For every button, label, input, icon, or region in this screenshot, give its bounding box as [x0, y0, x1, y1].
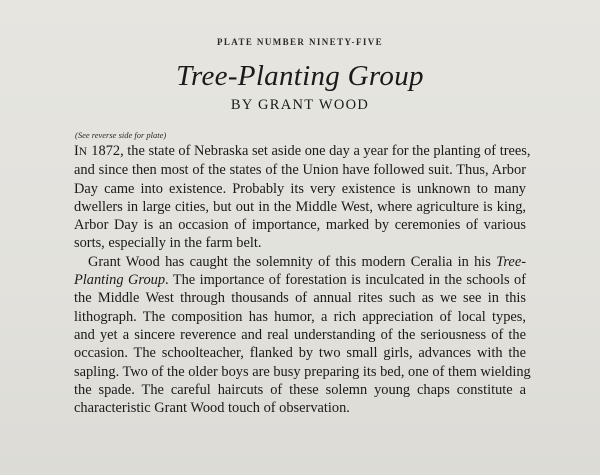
paragraph2-line-1 [74, 253, 526, 271]
paragraph1-line-text: 1872, the state of Nebraska set aside one day a year for the planting of trees, [87, 143, 531, 159]
body-text [74, 142, 531, 417]
paragraph2-line-3: the Middle West through thousands of annual rites such as we see in this [74, 290, 526, 307]
artwork-title-part1: Tree- [496, 253, 526, 270]
paragraph2-line-5: and yet a sincere reverence and real understanding of the seriousness of the [74, 326, 526, 343]
paragraph2-line-9: characteristic Grant Wood touch of observation. [74, 400, 350, 417]
paragraph2-line-6: occasion. The schoolteacher, flanked by two small girls, advances with the [74, 345, 526, 362]
paragraph2-line2-text: . The importance of forestation is inculcated in the schools of [165, 272, 526, 289]
byline: BY GRANT WOOD [230, 97, 370, 113]
paragraph2-line-8: the spade. The careful haircuts of these solemn young chaps constitute a [74, 381, 526, 398]
paragraph2-line-2 [74, 271, 526, 289]
paragraph2-line-4: lithograph. The composition has humor, a rich appreciation of local types, [74, 308, 526, 325]
document-title: Tree-Planting Group [176, 60, 424, 92]
paragraph2-line-7: sapling. Two of the older boys are busy preparing its bed, one of them wielding [74, 363, 531, 380]
reverse-side-note: (See reverse side for plate) [75, 130, 167, 140]
plate-number: PLATE NUMBER NINETY-FIVE [216, 37, 384, 47]
paragraph1-line-3: Day came into existence. Probably its very existence is unknown to many [74, 180, 526, 197]
lead-initial: I [74, 143, 79, 159]
artwork-title-part2: Planting Group [74, 272, 166, 289]
paragraph1-line-2: and since then most of the states of the Union have followed suit. Thus, Arbor [74, 162, 526, 179]
paragraph1-line-5: Arbor Day is an occasion of importance, marked by ceremonies of various [74, 217, 526, 234]
paragraph1-line-4: dwellers in large cities, but out in the Middle West, where agriculture is king, [74, 198, 526, 215]
paragraph2-line1-text: Grant Wood has caught the solemnity of this modern Ceralia in his [88, 253, 497, 270]
lead-small-caps: N [78, 146, 88, 158]
paragraph1-line-1 [74, 142, 531, 161]
paragraph1-line-6: sorts, especially in the farm belt. [74, 235, 262, 252]
